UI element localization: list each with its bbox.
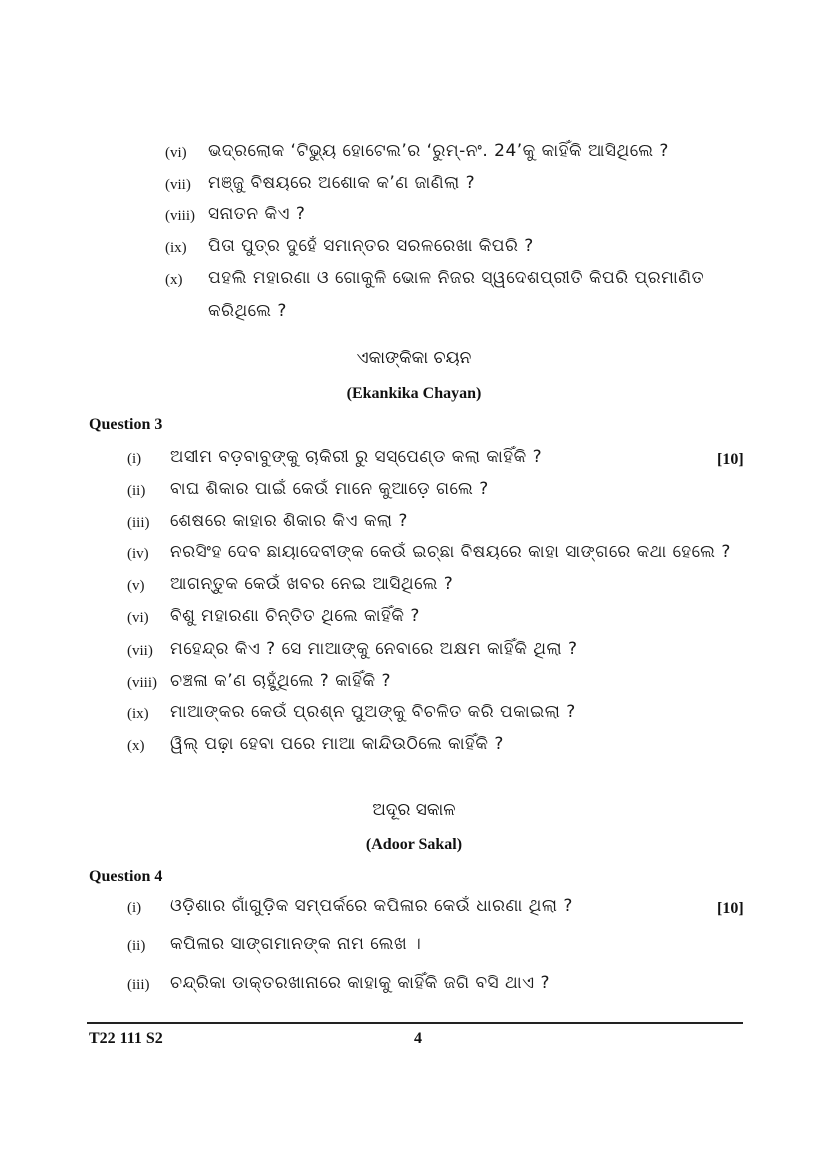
question-text: ପହଲି ମହାରଣା ଓ ଗୋକୁଳି ଭୋଳ ନିଜର ସ୍ୱଦେଶପ୍ରୀତି କିପରି ପ୍ରମାଣିତ xyxy=(208,268,705,288)
question-text: ପିତା ପୁତ୍ର ଦୁହେଁ ସମାନ୍ତର ସରଳରେଖା କିପରି ? xyxy=(208,236,534,256)
page-number: 4 xyxy=(414,1030,422,1047)
question-number: (x) xyxy=(165,272,183,288)
question-number: (v) xyxy=(127,578,145,594)
question-number: (vii) xyxy=(127,643,153,659)
question-number: (iii) xyxy=(127,977,150,993)
question-text: ଆଗନ୍ତୁକ କେଉଁ ଖବର ନେଇ ଆସିଥିଲେ ? xyxy=(170,574,454,594)
question-text: ବିଶୁ ମହାରଣା ଚିନ୍ତିତ ଥିଲେ କାହିଁକି ? xyxy=(170,606,420,626)
question-number: (ii) xyxy=(127,483,146,499)
question-text: ମହେନ୍ଦ୍ର କିଏ ? ସେ ମାଆଙ୍କୁ ନେବାରେ ଅକ୍ଷମ କାହିଁକି ଥିଲା ? xyxy=(170,639,578,659)
question-text: ଓଡ଼ିଶାର ଗାଁଗୁଡ଼ିକ ସମ୍ପର୍କରେ କପିଳାର କେଉଁ ଧାରଣା ଥିଲା ? xyxy=(170,896,573,916)
question-number: (iii) xyxy=(127,515,150,531)
question-number: (iv) xyxy=(127,546,149,562)
question-number: (i) xyxy=(127,451,142,467)
section-title-english: (Ekankika Chayan) xyxy=(346,385,482,402)
question-number: (ix) xyxy=(165,240,187,256)
paper-code: T22 111 S2 xyxy=(89,1030,163,1047)
question-number: (viii) xyxy=(165,208,195,224)
section-title-odia: ଅଦୂର ସକାଳ xyxy=(372,800,456,820)
question-text: ବାଘ ଶିକାର ପାଇଁ କେଉଁ ମାନେ କୁଆଡ଼େ ଗଲେ ? xyxy=(170,479,489,499)
question-heading: Question 4 xyxy=(89,868,163,885)
question-text: ଚଞ୍ଚଳା କ’ଣ ଚାହୁଁଥିଲେ ? କାହିଁକି ? xyxy=(170,671,392,691)
question-text-continuation: କରିଥିଲେ ? xyxy=(208,301,287,321)
question-number: (i) xyxy=(127,900,142,916)
question-text: ଅସୀମ ବଡ଼ବାବୁଙ୍କୁ ଚାକିରୀ ରୁ ସସ୍‌ପେଣ୍ଡ କଲା କାହିଁକି ? xyxy=(170,447,543,467)
question-text: କପିଳାର ସାଙ୍ଗମାନଙ୍କ ନାମ ଲେଖ । xyxy=(170,934,422,954)
marks-label: [10] xyxy=(717,900,744,917)
question-number: (vi) xyxy=(165,145,187,161)
question-number: (viii) xyxy=(127,675,157,691)
question-text: ଭଦ୍ରଲୋକ ‘ଟିଭ୍ୟୁ ହୋଟେଲ’ର ‘ରୁମ୍-ନଂ. 24’କୁ କାହିଁକି ଆସିଥିଲେ ? xyxy=(208,141,669,161)
section-title-english: (Adoor Sakal) xyxy=(365,836,463,853)
question-number: (vii) xyxy=(165,177,191,193)
question-text: ୱିଲ୍ ପଢ଼ା ହେବା ପରେ ମାଆ କାନ୍ଦିଉଠିଲେ କାହିଁକି ? xyxy=(170,734,504,754)
question-number: (ix) xyxy=(127,706,149,722)
question-text: ଚନ୍ଦ୍ରିକା ଡାକ୍ତରଖାନାରେ କାହାକୁ କାହିଁକି ଜଗି ବସି ଥାଏ ? xyxy=(170,973,551,993)
question-text: ନରସିଂହ ଦେବ ଛାୟାଦେବୀଙ୍କ କେଉଁ ଇଚ୍ଛା ବିଷୟରେ କାହା ସାଙ୍ଗରେ କଥା ହେଲେ ? xyxy=(170,542,731,562)
question-number: (ii) xyxy=(127,938,146,954)
marks-label: [10] xyxy=(717,451,744,468)
question-text: ମାଆଙ୍କର କେଉଁ ପ୍ରଶ୍ନ ପୁଅଙ୍କୁ ବିଚଳିତ କରି ପକାଇଲା ? xyxy=(170,702,576,722)
question-text: ମଞ୍ଜୁ ବିଷୟରେ ଅଶୋକ କ’ଣ ଜାଣିଲା ? xyxy=(208,173,476,193)
question-heading: Question 3 xyxy=(89,416,163,433)
question-number: (x) xyxy=(127,738,145,754)
section-title-odia: ଏକାଙ୍କିକା ଚୟନ xyxy=(356,348,472,368)
question-number: (vi) xyxy=(127,610,149,626)
question-text: ଶେଷରେ କାହାର ଶିକାର କିଏ କଲା ? xyxy=(170,511,408,531)
footer-divider xyxy=(87,1022,743,1024)
question-text: ସନାତନ କିଏ ? xyxy=(208,204,306,224)
